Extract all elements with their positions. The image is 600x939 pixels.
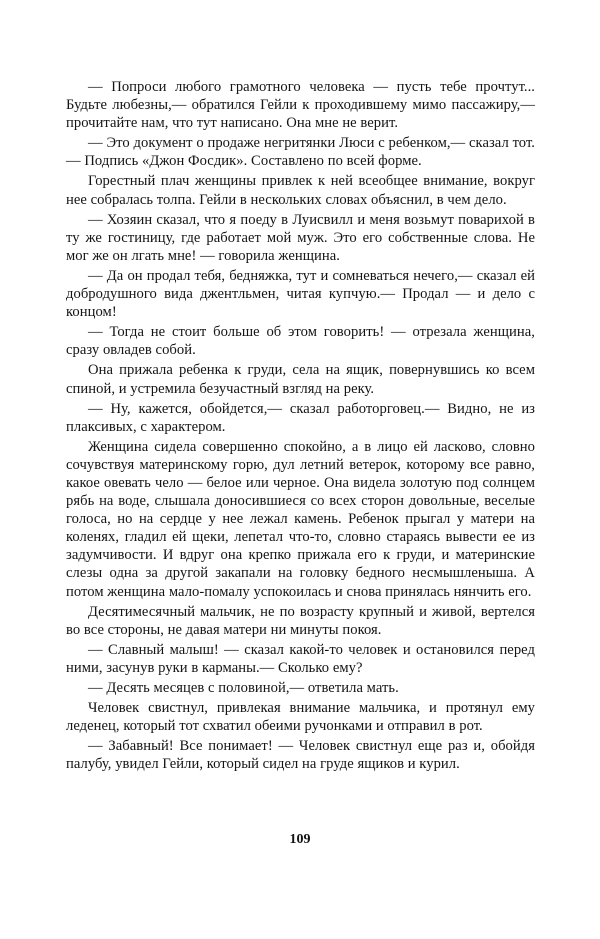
paragraph: Горестный плач женщины привлек к ней всеобщее внимание, вокруг нее собралась толпа. Гейли в нескольких словах объяснил, в чем дело. — [66, 173, 535, 208]
paragraph: Человек свистнул, привлекая внимание мальчика, и протянул ему леденец, который тот схватил обеими ручонками и отправил в рот. — [66, 700, 535, 735]
paragraph: Десятимесячный мальчик, не по возрасту крупный и живой, вертелся во все стороны, не давая матери ни минуты покоя. — [66, 603, 535, 638]
paragraph: — Забавный! Все понимает! — Человек свистнул еще раз и, обойдя палубу, увидел Гейли, который сидел на груде ящиков и курил. — [66, 738, 535, 773]
paragraph: Женщина сидела совершенно спокойно, а в лицо ей ласково, словно сочувствуя материнскому горю, дул летний ветерок, которому все равно, какое овевать чело — белое или черное. Она видела золотую под солнцем рябь на воде, слышала доносившиеся со всех сторон довольные, веселые голоса, но на сердце у нее лежал камень. Ребенок прыгал у матери на коленях, гладил ей щеки, лепетал что-то, словно стараясь вывести ее из задумчивости. И вдруг она крепко прижала его к груди, и материнские слезы одна за другой закапали на головку бедного несмышленыша. А потом женщина мало-помалу успокоилась и снова принялась нянчить его. — [66, 438, 535, 600]
paragraph: Она прижала ребенка к груди, села на ящик, повернувшись ко всем спиной, и устремила безучастный взгляд на реку. — [66, 362, 535, 397]
body-text — [66, 78, 535, 773]
paragraph: — Попроси любого грамотного человека — пусть тебе прочтут... Будьте любезны,— обратился Гейли к проходившему мимо пассажиру,— прочитайте нам, что тут написано. Она мне не верит. — [66, 79, 535, 132]
paragraph: — Это документ о продаже негритянки Люси с ребенком,— сказал тот.— Подпись «Джон Фосдик». Составлено по всей форме. — [66, 135, 535, 170]
paragraph: — Ну, кажется, обойдется,— сказал работорговец.— Видно, не из плаксивых, с характером. — [66, 400, 535, 435]
paragraph: — Да он продал тебя, бедняжка, тут и сомневаться нечего,— сказал ей добродушного вида джентльмен, читая купчую.— Продал — и дело с концом! — [66, 267, 535, 321]
paragraph: — Тогда не стоит больше об этом говорить! — отрезала женщина, сразу овладев собой. — [66, 324, 535, 359]
page-number: 109 — [289, 832, 311, 847]
paragraph: — Славный малыш! — сказал какой-то человек и остановился перед ними, засунув руки в карманы.— Сколько ему? — [66, 641, 535, 676]
paragraph: — Хозяин сказал, что я поеду в Луисвилл и меня возьмут поварихой в ту же гостиницу, где работает мой муж. Это его собственные слова. Не мог же он лгать мне! — говорила женщина. — [66, 211, 535, 264]
paragraph: — Десять месяцев с половиной,— ответила мать. — [88, 680, 399, 696]
